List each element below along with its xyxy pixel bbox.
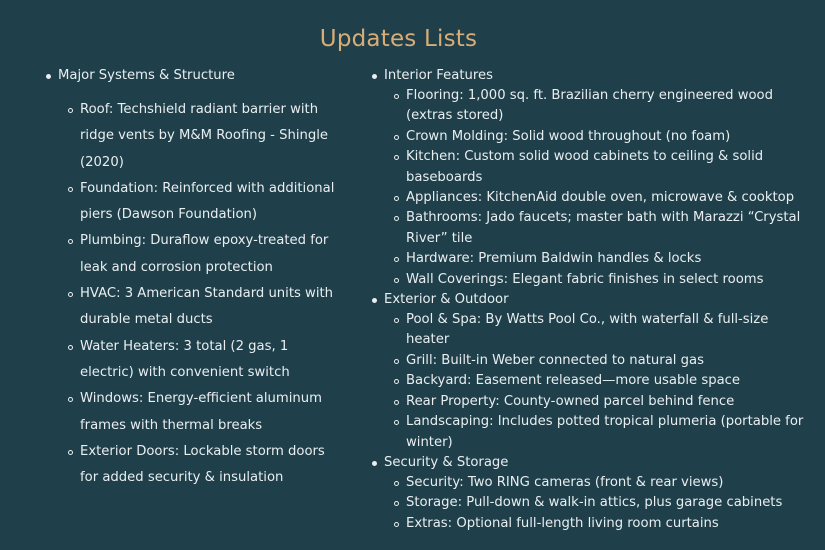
list-item: Security: Two RING cameras (front & rear views): [394, 473, 812, 493]
list-item: Pool & Spa: By Watts Pool Co., with waterfall & full-size heater: [394, 310, 812, 351]
list-item: Wall Coverings: Elegant fabric finishes in select rooms: [394, 270, 812, 290]
list-item: Extras: Optional full-length living room curtains: [394, 514, 812, 534]
section-exterior-outdoor: [372, 290, 812, 453]
section-items: [68, 97, 346, 491]
list-item: Roof: Techshield radiant barrier with ridge vents by M&M Roofing - Shingle (2020): [68, 97, 346, 176]
section-major-systems: [46, 66, 346, 491]
left-column: [46, 66, 346, 491]
list-item: Backyard: Easement released—more usable space: [394, 371, 812, 391]
list-item: HVAC: 3 American Standard units with durable metal ducts: [68, 281, 346, 334]
section-title: Exterior & Outdoor: [372, 290, 812, 310]
list-item: Appliances: KitchenAid double oven, microwave & cooktop: [394, 188, 812, 208]
list-item: Rear Property: County-owned parcel behind fence: [394, 392, 812, 412]
section-title: Interior Features: [372, 66, 812, 86]
list-item: Foundation: Reinforced with additional piers (Dawson Foundation): [68, 176, 346, 229]
section-interior-features: [372, 66, 812, 290]
section-title: Major Systems & Structure: [46, 66, 346, 86]
section-security-storage: [372, 453, 812, 534]
section-items: [394, 473, 812, 534]
list-item: Bathrooms: Jado faucets; master bath with Marazzi “Crystal River” tile: [394, 208, 812, 249]
section-items: [394, 86, 812, 290]
section-title: Security & Storage: [372, 453, 812, 473]
page-title: Updates Lists: [319, 26, 478, 52]
list-item: Storage: Pull-down & walk-in attics, plus garage cabinets: [394, 493, 812, 513]
list-item: Kitchen: Custom solid wood cabinets to ceiling & solid baseboards: [394, 147, 812, 188]
list-item: Water Heaters: 3 total (2 gas, 1 electric) with convenient switch: [68, 334, 346, 387]
list-item: Crown Molding: Solid wood throughout (no foam): [394, 127, 812, 147]
list-item: Hardware: Premium Baldwin handles & locks: [394, 249, 812, 269]
list-item: Grill: Built-in Weber connected to natural gas: [394, 351, 812, 371]
section-items: [394, 310, 812, 453]
list-item: Landscaping: Includes potted tropical plumeria (portable for winter): [394, 412, 812, 453]
right-column: [372, 66, 812, 534]
list-item: Exterior Doors: Lockable storm doors for added security & insulation: [68, 439, 346, 492]
list-item: Windows: Energy-efficient aluminum frames with thermal breaks: [68, 386, 346, 439]
list-item: Flooring: 1,000 sq. ft. Brazilian cherry engineered wood (extras stored): [394, 86, 812, 127]
list-item: Plumbing: Duraflow epoxy-treated for leak and corrosion protection: [68, 228, 346, 281]
